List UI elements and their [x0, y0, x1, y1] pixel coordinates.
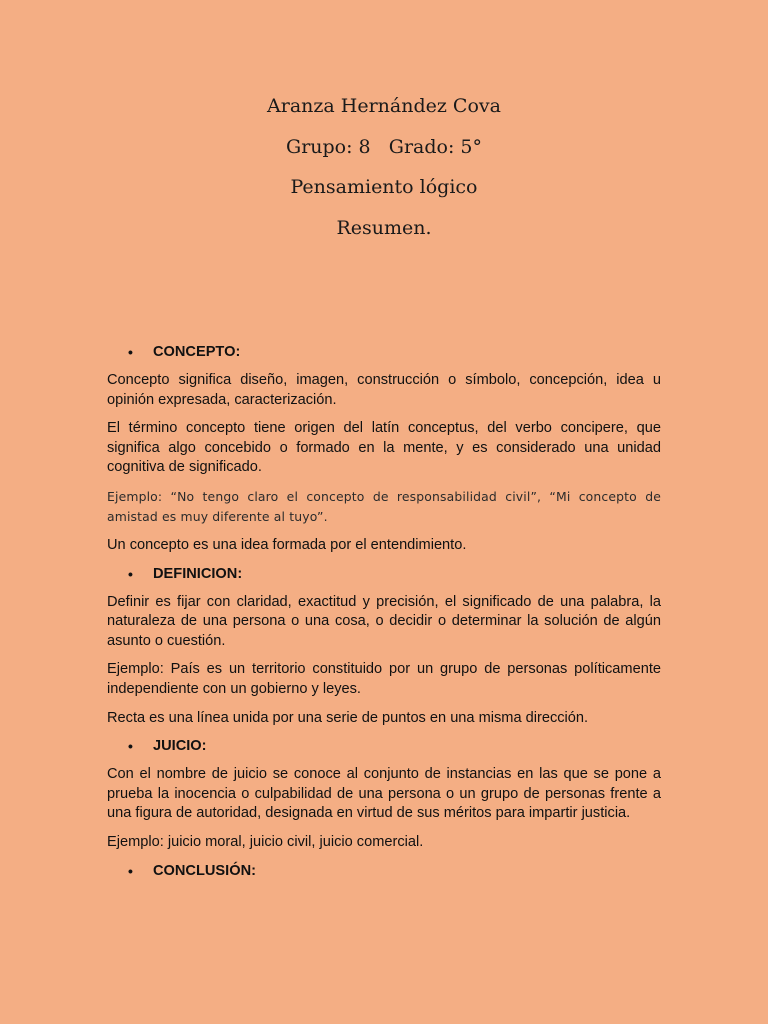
paragraph: Ejemplo: juicio moral, juicio civil, juicio comercial. [107, 833, 424, 850]
document-header [0, 88, 768, 250]
paragraph: Con el nombre de juicio se conoce al conjunto de instancias en las que se pone a prueba la inocencia o culpabilidad de una persona o un grupo de personas frente a una figura de autoridad, designada en virtud de sus méritos para impartir justicia. [107, 766, 661, 822]
bullet-icon: • [128, 344, 133, 361]
paragraph: Definir es fijar con claridad, exactitud y precisión, el significado de una palabra, la naturaleza de una persona o una cosa, o decidir o determinar la solución de algún asunto o cuestión. [107, 593, 661, 649]
subject-title: Pensamiento lógico [290, 176, 478, 198]
heading-text: CONCLUSIÓN: [153, 862, 256, 879]
document-body [107, 341, 661, 890]
bullet-icon: • [128, 738, 133, 755]
document-type: Resumen. [336, 216, 432, 239]
section-heading-concepto [128, 343, 661, 363]
paragraph: Ejemplo: País es un territorio constituido por un grupo de personas políticamente independiente con un gobierno y leyes. [107, 661, 661, 697]
paragraph: Concepto significa diseño, imagen, construcción o símbolo, concepción, idea u opinión expresada, caracterización. [107, 372, 661, 408]
section-heading-juicio [128, 737, 661, 757]
heading-text: DEFINICION: [153, 565, 243, 582]
paragraph: Un concepto es una idea formada por el entendimiento. [107, 536, 467, 553]
bullet-icon: • [128, 862, 133, 879]
heading-text: JUICIO: [153, 738, 207, 755]
paragraph: El término concepto tiene origen del latín conceptus, del verbo concipere, que significa algo concebido o formado en la mente, y es considerado una unidad cognitiva de significado. [107, 420, 661, 476]
section-heading-definicion [128, 565, 661, 585]
section-heading-conclusion [128, 862, 661, 882]
example-paragraph: Ejemplo: “No tengo claro el concepto de responsabilidad civil”, “Mi concepto de amistad es muy diferente al tuyo”. [107, 488, 661, 524]
heading-text: CONCEPTO: [153, 344, 241, 361]
bullet-icon: • [128, 565, 133, 582]
group-grade: Grupo: 8 Grado: 5° [286, 135, 482, 158]
author-name: Aranza Hernández Cova [267, 95, 501, 117]
paragraph: Recta es una línea unida por una serie de puntos en una misma dirección. [107, 709, 589, 726]
